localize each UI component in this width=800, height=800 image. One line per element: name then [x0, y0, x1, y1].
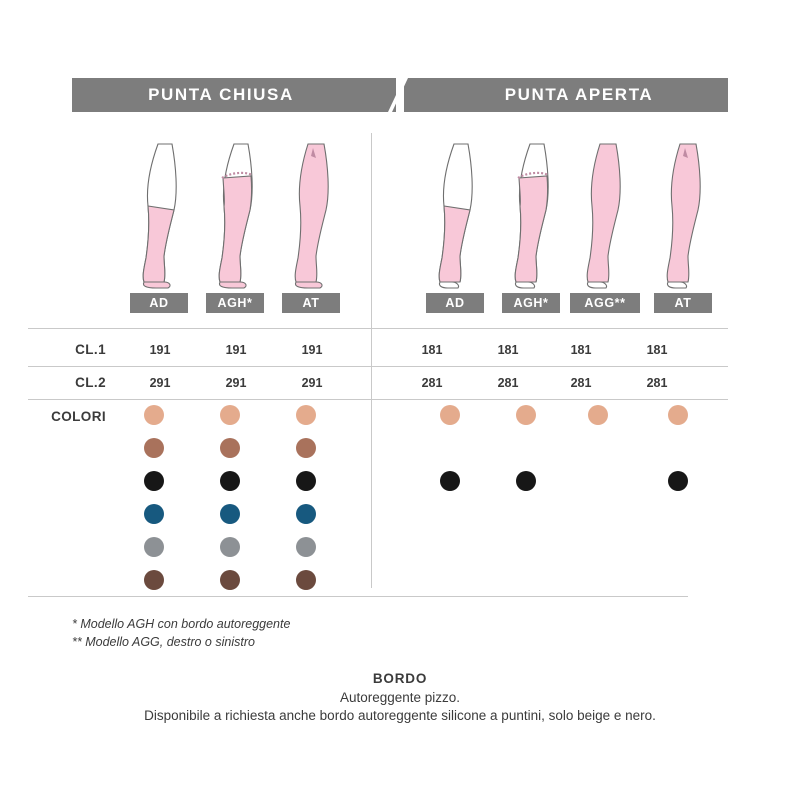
color-swatch — [220, 471, 240, 491]
leg-illustration-open-agh — [500, 140, 572, 290]
color-swatch — [516, 405, 536, 425]
color-swatch — [220, 537, 240, 557]
cell-cl2-closed-ad: 291 — [149, 376, 171, 390]
color-swatch — [440, 405, 460, 425]
cell-cl1-closed-ad: 191 — [149, 343, 171, 357]
open-toe-icon — [667, 282, 686, 288]
cell-cl1-open-agg: 181 — [570, 343, 592, 357]
leg-illustrations-row — [104, 140, 728, 290]
model-chip-open-agh[interactable]: AGH* — [502, 293, 560, 313]
table-rule-cl2-colori — [28, 399, 728, 400]
leg-illustration-closed-agh — [204, 140, 276, 290]
cell-cl2-open-at: 281 — [646, 376, 668, 390]
color-swatch — [220, 438, 240, 458]
color-swatch — [144, 438, 164, 458]
cell-cl1-open-agh: 181 — [497, 343, 519, 357]
cell-cl1-open-at: 181 — [646, 343, 668, 357]
cell-cl2-open-agh: 281 — [497, 376, 519, 390]
model-chip-closed-ad[interactable]: AD — [130, 293, 188, 313]
row-label-colori: COLORI — [51, 409, 106, 424]
cell-cl1-closed-agh: 191 — [225, 343, 247, 357]
leg-illustration-closed-at — [280, 140, 352, 290]
open-toe-icon — [439, 282, 458, 288]
bordo-line-2: Disponibile a richiesta anche bordo autoreggente silicone a puntini, solo beige e nero. — [144, 708, 656, 723]
table-rule-cl1-cl2 — [28, 366, 728, 367]
model-chip-open-ad[interactable]: AD — [426, 293, 484, 313]
color-swatch — [296, 471, 316, 491]
row-label-cl1: CL.1 — [75, 342, 106, 357]
leg-illustration-closed-ad — [128, 140, 200, 290]
color-swatch — [668, 471, 688, 491]
color-swatch — [144, 537, 164, 557]
cell-cl2-closed-at: 291 — [301, 376, 323, 390]
header-title-open-toe: PUNTA APERTA — [430, 78, 728, 112]
model-chip-closed-at[interactable]: AT — [282, 293, 340, 313]
row-label-cl2: CL.2 — [75, 375, 106, 390]
cell-cl2-open-ad: 281 — [421, 376, 443, 390]
leg-illustration-open-agg — [572, 140, 644, 290]
color-swatch — [144, 570, 164, 590]
color-swatch — [144, 504, 164, 524]
color-swatch — [516, 471, 536, 491]
cell-cl1-closed-at: 191 — [301, 343, 323, 357]
open-toe-icon — [587, 282, 606, 288]
model-chip-open-agg[interactable]: AGG** — [570, 293, 640, 313]
color-swatch — [668, 405, 688, 425]
model-chip-row — [104, 293, 728, 313]
slash-icon — [370, 78, 430, 112]
color-swatch — [220, 504, 240, 524]
color-swatch — [144, 471, 164, 491]
leg-illustration-open-at — [652, 140, 724, 290]
color-swatch — [220, 405, 240, 425]
color-swatch — [296, 438, 316, 458]
color-swatch — [296, 570, 316, 590]
color-swatch — [296, 405, 316, 425]
cell-cl2-open-agg: 281 — [570, 376, 592, 390]
footnote-agh: * Modello AGH con bordo autoreggente — [72, 617, 291, 631]
color-swatch — [220, 570, 240, 590]
color-swatch — [440, 471, 460, 491]
bordo-title: BORDO — [372, 671, 428, 686]
cell-cl2-closed-agh: 291 — [225, 376, 247, 390]
header-band-separator — [370, 78, 430, 112]
table-rule-top — [28, 328, 728, 329]
color-swatch — [296, 537, 316, 557]
chart-header-band — [72, 78, 728, 112]
table-rule-bottom — [28, 596, 688, 597]
color-swatch — [588, 405, 608, 425]
color-swatch — [144, 405, 164, 425]
footnote-agg: ** Modello AGG, destro o sinistro — [72, 635, 255, 649]
bordo-line-1: Autoreggente pizzo. — [339, 690, 461, 705]
leg-illustration-open-ad — [424, 140, 496, 290]
color-swatch — [296, 504, 316, 524]
cell-cl1-open-ad: 181 — [421, 343, 443, 357]
open-toe-icon — [515, 282, 534, 288]
model-chip-closed-agh[interactable]: AGH* — [206, 293, 264, 313]
model-chip-open-at[interactable]: AT — [654, 293, 712, 313]
header-title-closed-toe: PUNTA CHIUSA — [72, 78, 370, 112]
